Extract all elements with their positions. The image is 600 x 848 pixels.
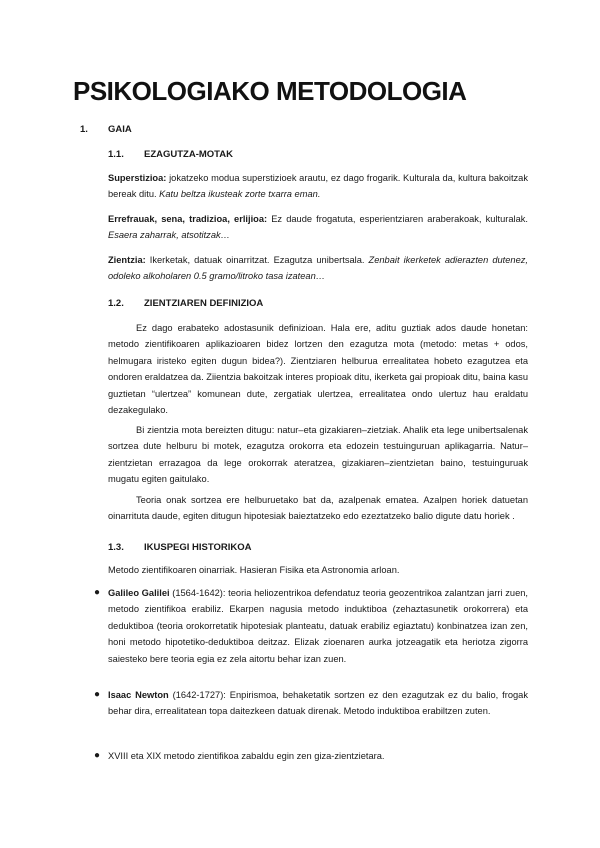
document-title: PSIKOLOGIAKO METODOLOGIA — [73, 76, 467, 106]
bullet-term: Isaac Newton — [108, 690, 169, 700]
example-zientzia: Zenbait ikerketek adierazten dutenez, odoleko alkoholaren 0.5 gramo/litroko tasa izatean… — [108, 255, 528, 282]
bullet-dot-icon: ● — [94, 750, 101, 761]
paragraph-definizioa-1: Ez dago erabateko adostasunik definizioan. Hala ere, aditu guztiak ados daude honetan: metodo zientifikoaren aplikazioaren bidez lortzen den ezagutza mota (metodo: metas + odos, helmugara iristeko egiten dugun bidea?). Zientziaren helburua errealitatea hobeto ezagutzea eta ondoren eraldatzea da. Ziientzia bakoitzak interes propioak ditu, ikerketa gai propioak ditu, baina kasu guztietan “ulertzea” komunean dute, zergatiak ulertzea, errealitatea ondo ulertuz hau eraldatu dezakegulako. — [108, 323, 528, 416]
bullet-item-newton — [94, 687, 528, 720]
subsection-heading-zientziaren-definizioa — [108, 298, 263, 309]
subsection-number: 1.1. — [108, 149, 124, 160]
bullet-text: XVIII eta XIX metodo zientifikoa zabaldu egin zen giza-zientzietara. — [108, 751, 385, 761]
text-errefrauak: Ez daude frogatuta, esperientziaren araberakoak, kulturalak. — [267, 214, 529, 224]
bullet-dot-icon: ● — [94, 587, 101, 598]
subsection-number: 1.2. — [108, 298, 124, 309]
bullet-text: (1642-1727): Enpirismoa, behaketatik sortzen ez den ezagutzak ez du balio, frogak behar dira, errealitatean topa daitezkeen datuak direnak. Metodo induktiboa erabiltzen zuten. — [108, 690, 528, 717]
paragraph-superstizioa — [108, 170, 528, 203]
bullet-dot-icon: ● — [94, 689, 101, 700]
subsection-label: IKUSPEGI HISTORIKOA — [144, 542, 252, 553]
subsection-heading-ezagutza-motak — [108, 149, 233, 160]
bullet-text: (1564-1642): teoria heliozentrikoa defendatuz teoria geozentrikoa zalantzan jarri zuen, metodo zientifikoa erabiliz. Ekarpen nagusia metodo induktiboa (zehaztasunetik orokorrera) eta deduktiboa (teoria orokorretatik hipotesiak planteatu, datuak erabiliz egiaztatu) konbinatzea izan zen, honi metodo hipotetiko-deduktiboa deitzaz. Elizak zioenaren aurka jotzeagatik eta heriotza zigorra saiesteko bere teoria egia ez zela aitortu behar izan zuen. — [108, 588, 528, 664]
section-heading-gaia — [80, 124, 132, 135]
text-superstizioa: jokatzeko modua superstizioek arautu, ez dago frogarik. Kulturala da, kultura bakoitzak bereak ditu. — [108, 173, 528, 200]
text-zientzia: Ikerketak, datuak oinarritzat. Ezagutza unibertsala. — [145, 255, 369, 265]
section-label: GAIA — [108, 124, 132, 135]
section-number: 1. — [80, 124, 88, 135]
bullet-term: Galileo Galilei — [108, 588, 170, 598]
bullet-item-galileo — [94, 585, 528, 667]
subsection-label: EZAGUTZA-MOTAK — [144, 149, 234, 160]
paragraph-definizioa-2: Bi zientzia mota bereizten ditugu: natur–eta gizakiaren–zietziak. Ahalik eta lege unibertsalenak sortzea dute helburu bi motek, ezagutza orokorra eta edozein testuinguruan aplikagarria. Natur–zientzietan errazagoa da lege orokorrak ateratzea, gizakiaren–zientzietan baino, testuinguruak mugatu egiten gaitulako. — [108, 425, 528, 485]
subsection-label: ZIENTZIAREN DEFINIZIOA — [144, 298, 264, 309]
paragraph-zientzia — [108, 252, 528, 285]
bullet-item-xviii-xix — [94, 748, 528, 764]
subsection-heading-ikuspegi-historikoa — [108, 542, 252, 553]
paragraph-definizioa-3: Teoria onak sortzea ere helburuetako bat da, azalpenak ematea. Azalpen horiek datuetan oinarrituta daude, egiten ditugun hipotesiak baieztatzeko edo ezeztatzeko balio digute datu horiek . — [108, 495, 528, 522]
example-superstizioa: Katu beltza ikusteak zorte txarra eman. — [159, 189, 321, 200]
paragraph-historia: Metodo zientifikoaren oinarriak. Hasieran Fisika eta Astronomia arloan. — [108, 565, 400, 575]
subsection-number: 1.3. — [108, 542, 124, 553]
paragraph-errefrauak — [108, 211, 528, 244]
term-zientzia: Zientzia: — [108, 255, 146, 265]
term-superstizioa: Superstizioa: — [108, 173, 167, 183]
term-errefrauak: Errefrauak, sena, tradizioa, erlijioa: — [108, 214, 268, 224]
example-errefrauak: Esaera zaharrak, atsotitzak… — [108, 230, 230, 241]
